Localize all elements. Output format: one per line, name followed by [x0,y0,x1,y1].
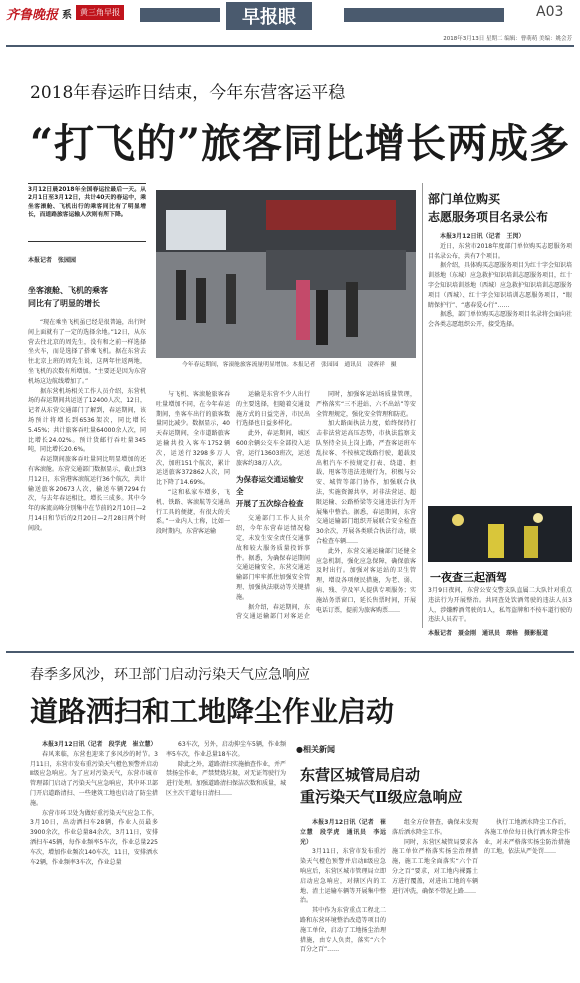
col1-p1: “现在乘坐飞机虽已经是很普遍，出行时间上面就有了一定的选择余地。”12日，从东营去往北京的周先生，没有和之前一样选择坐火车，而是选择了搭乘飞机。据在东营去往北京上班的周先生说，这两年往返两地，坐飞机的次数有所增加。“主要还是因为东营机场这边航线增加了。” [28,319,146,385]
lower-column-2 [166,740,286,975]
lead-byline: 本报记者 张园园 [28,257,77,264]
lower-col1-p2: 东营市环卫处为做好重污染天气应急工作，3月10日，出动洒扫车28辆，作业人员最多3900余次，作业总量84余次，3月11日，安排洒扫车45辆，每作业频率5车次，作业总量225车次，增加作业频次140车次，11日，安排洒水车2辆，作业频率3车次，作业总量 [30,809,158,866]
related-column-1 [300,818,386,978]
lead-column-3 [236,390,310,620]
drunk-driving-check-illustration [428,506,572,562]
summary-text: 3月12日晨2018年全国春运拉最后一天。从2月1日至3月12日，共计40天的春运中，乘坐客滚舱、飞机出行的乘客同比有了明显增长，而道路旅客运输人次则有所下降。 [28,187,146,219]
lead-kicker: 2018年春运昨日结束，今年东营客运平稳 [30,83,346,103]
col1-p2: 据东营机场相关工作人员介绍，东营机场的春运期间共运送了12400人次，12日，记者从东营交通部门了解到，春运期间，该场预计将增长到6536架次，同比增长5.45%；共计旅客吞吐量64000余人次，同比增长24.02%。预计货邮行吞吐量345吨，同比增长20.6%。 [28,387,146,454]
side-p2: 据介绍，具体购买志愿服务项目为红十字会知识培训基地（东城）应急救护知识培训志愿服务项目，红十字会知识培训基地（西城）应急救护知识培训志愿服务项目（西城）、红十字会知识培训志愿服务项目，“眼睛保护行”、“惠春爱心行”…… [428,262,572,309]
subhead-1-text: 坐客滚舱、飞机的乘客 同比有了明显的增长 [28,286,108,308]
related-col3-p1: 执行工地洒水降尘工作后，各施工单位每日执行洒水降尘作业，对未严格落实扬尘防治措施的工地，依法从严处罚…… [484,819,570,856]
series-label: 系 [62,10,72,21]
related-col1-p1: 3月11日，东营市发布重污染天气橙色预警并启动Ⅱ级应急响应后，东营区城市管理局立即启动应急响应，对辖区内的工地、渣土运输车辆等开展集中整治。 [300,848,386,905]
related-column-2 [392,818,478,978]
section-bar-right [344,8,504,22]
lead-headline: “打飞的”旅客同比增长两成多 [30,120,571,167]
side-byline: 本报3月12日讯（记者 王闵） [440,233,525,240]
lower-column-1 [30,740,158,975]
masthead [0,0,580,30]
terminal-photo-illustration [156,190,416,358]
side-headline: 部门单位购买 志愿服务项目名录公布 [428,192,549,224]
col4-p2: 加大路面执法力度，始终保持打击非法营运高压态势，市执法监察支队坚持全员上岗上路，严查客运班车乱拉客、不按核定线路行驶，超载及出租汽车不按规定打表、绕道、拒载、甩客等违法违规行为，积极与公安、城管等部门协作，加强联合执法，实施资源共享，对非法营运、超限运输、公路桥梁等交通违法行为开展集中整治。据悉，春运期间，东营交通运输部门组织开展联合安全检查30余次，开展各类联合执法行动，联合检查车辆…… [316,420,416,545]
lead-summary [28,183,146,242]
date-line [400,34,572,42]
col4-p3: 此外，东营交通运输部门还健全应急机制，强化应急保障，确保旅客及时出行。加强对客运站的卫生管理，增设各项便民措施，为老、弱、病、残、孕及军人提供专项服务；实施站务票窗口，延长售票时间，开展电话订票，提前为旅客购票…… [316,547,416,614]
side-divider [422,183,423,628]
section-title: 早报眼 [226,2,312,30]
side-p3: 据悉，部门单位购买志愿服务项目名录将会面向社会各类志愿组织公开，接受选择。 [428,311,572,329]
issue-weekday: 星期二 [485,36,503,42]
lower-byline: 本报3月12日讯（记者 段学虎 崔立慧） [42,741,157,748]
lower-col2-p2: 除此之外，道路清扫实施抽查作业，并严禁扬尘作业，严禁焚烧垃圾，对无证驾驶行为进行处理。加强道路清扫保洁次数和质量，城区主次干道每日清扫…… [166,760,286,797]
lower-headline: 道路洒扫和工地降尘作业启动 [30,695,395,728]
side-body [428,232,572,482]
page-number: A03 [536,4,564,20]
lead-subhead-1 [28,284,148,310]
col4-p1: 同时，加强客运站场质量管理，严格落实“三不进站、六不出站”等安全管理规定，强化安全管理和防范。 [316,391,416,418]
col2-p1: 与飞机、客滚舱旅客吞吐量增加不同，在今年春运期间，坐客车出行的旅客数量同比减少。数据显示，40天春运期间，全市道路旅客运输共投入客车1752辆次，运送行3298多万人次，加班151个航次，累计运送旅客372862人次，同比下降了14.69%。 [156,391,230,487]
related-label: ●相关新闻 [296,745,335,754]
newspaper-logo: 齐鲁晚报 [6,8,59,23]
side-photo-credit: 本报记者 聂金刚 通讯员 琛格 摄影报道 [428,630,549,637]
lower-rule [6,651,574,653]
lead-column-1 [28,318,146,613]
lead-column-2 [156,390,230,620]
col3b-p1: 交通部门工作人员介绍，今年东营春运情况稳定，未发生安全责任交通事故和较大服务质量投诉事件。据悉，为确保春运期间交通运输安全，东营交通运输部门牢牢抓住加强安全管理、加强执法联动等关键措施。 [236,515,310,601]
related-column-3 [484,818,570,978]
edition-badge: 黄三角早报 [76,5,124,20]
side-photo-text: 3月9日夜间，东营公安交警支队直属二大队针对重点违法行为开展整治。共同查处饮酒驾驶的违法人员3人，涉嫌醉酒驾驶的1人，私驾盗牌和不按车道行驶的违法人员若干。 [428,587,572,624]
editor: 编辑：曹萌萌 [504,36,538,42]
designer: 美编：姚会芳 [538,36,572,42]
col3-p1: 运输是东营不少人出行的主要选择，但随着交通设施方式的日益完善，市民出行选择也日益多样化。 [236,391,310,428]
lower-col1-p1: 春风来临，东营也迎来了多风沙的时节。3月11日，东营市发布重污染天气橙色预警并启动Ⅱ级应急响应。为了应对污染天气，东营市城市管理部门启动了污染天气应急响应，其中环卫部门开启道路清扫、一些建筑工地也启动了防尘措施。 [30,750,158,807]
masthead-rule [6,45,574,47]
lead-photo [156,190,416,358]
subhead-2: 为保春运交通运输安全 开展了五次综合检查 [236,475,304,509]
related-col2-p1: 组全方位督查，确保未发现落后洒水降尘工作。 [392,819,478,836]
related-headline: 东营区城管局启动 重污染天气Ⅱ级应急响应 [300,766,463,806]
col2-p2: “这和私家车增多，飞机、铁路、客滚航等交通出行工具的便捷，有很大的关系。”一业内人士称，比如一段时期内，东营客运输 [156,488,230,536]
side-photo [428,506,572,562]
issue-date: 2018年3月13日 [443,36,485,42]
related-byline: 本报3月12日讯（记者 崔立慧 段学虎 通讯员 李远光） [300,819,386,846]
section-bar-left [140,8,220,22]
photo-caption: 今年春运期间，客滚舱旅客流量明显增加。本报记者 张园园 通讯员 凌赛祥 摄 [182,362,397,368]
col3-p2: 此外，春运期间，城区600余辆公交车全部投入运营，运行13603班次，运送旅客约38万人次。 [236,430,310,467]
col1-p3: 春运期间旅客吞吐量同比明显增加的还有客滚舱。东营交通部门数据显示，截止到3月12日，东营港客滚航运行36个航次，共计输送旅客20673人次，输送车辆7294台次，与去年春运相比，增长三成多。其中今年的客流高峰分别集中在节前的2月10日—2月14日和节后的2月20日—2月28日两个时间段。 [28,456,146,532]
side-photo-title: 一夜查三起酒驾 [430,571,507,584]
related-col2-p2: 同时，东营区城管局要求各施工单位严格落实扬尘治理措施，施工工地全面落实“六个百分之百”要求，对工地内裸露土方进行覆盖，对进出工地的车辆进行冲洗，确保不带泥上路…… [392,838,478,895]
lower-col2-p1: 63车次，另外，启动抑尘车5辆，作业频率5车次，作业总量18车次。 [166,741,286,758]
lower-kicker: 春季多风沙，环卫部门启动污染天气应急响应 [30,667,310,683]
related-col1-p2: 其中作为东营重点工程北二路和东营环境整治改造等项目的施工单位，启动了工地扬尘治理措施，由专人负责，落实“六个百分之百”…… [300,907,386,954]
side-p1: 近日，东营市2018年度部门单位购买志愿服务项目名录公布，共有7个项目。 [428,242,572,260]
lead-column-4 [316,390,416,620]
col3b-p2: 据介绍，春运期间，东营交通运输部门对客运企 [236,603,310,620]
